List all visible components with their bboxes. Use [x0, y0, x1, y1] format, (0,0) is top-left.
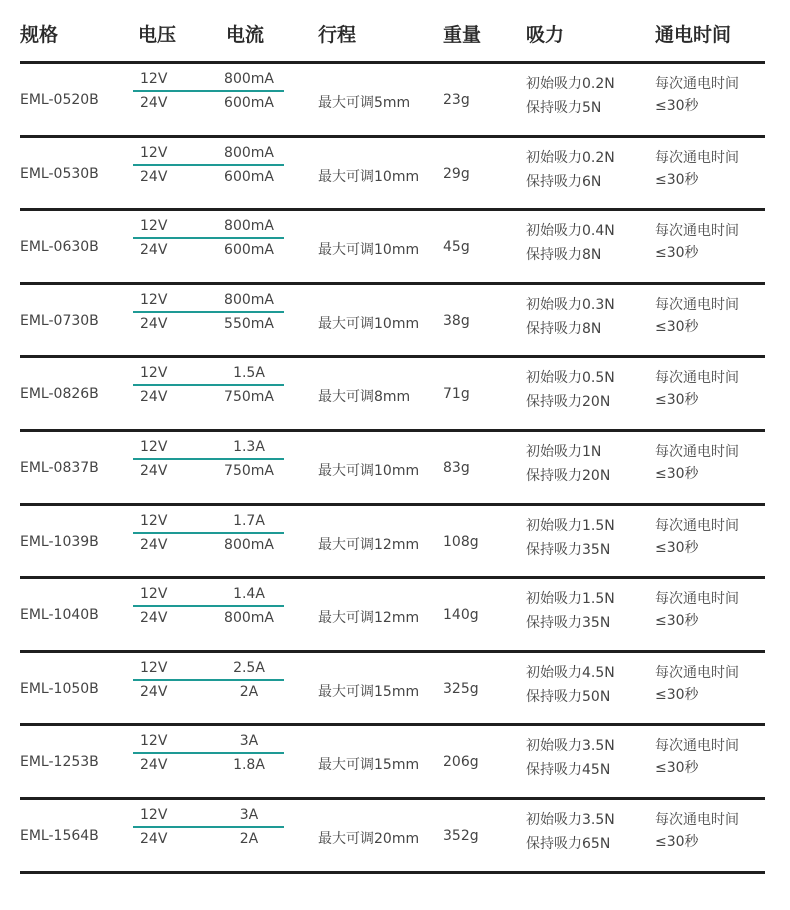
model-cell: EML-1040B: [20, 607, 99, 624]
energize-time-value: ≤30秒: [655, 98, 699, 114]
voltage-12-cell: 12V: [140, 439, 168, 455]
voltage-24-cell: 24V: [140, 683, 168, 700]
stroke-cell: 最大可调10mm: [318, 168, 420, 185]
header-voltage: 电压: [138, 24, 177, 46]
holding-force-cell: 保持吸力35N: [526, 541, 611, 558]
voltage-24-cell: 24V: [140, 757, 168, 774]
current-24-cell: 750mA: [224, 463, 274, 479]
holding-force-cell: 保持吸力45N: [526, 762, 611, 779]
table-row: [0, 653, 790, 727]
table-row: [0, 506, 790, 580]
energize-time-value: ≤30秒: [655, 539, 699, 556]
stroke-cell: 最大可调20mm: [318, 831, 420, 847]
energize-time-label: 每次通电时间: [655, 370, 739, 387]
weight-cell: 45g: [443, 239, 470, 256]
voltage-current-separator: [133, 164, 284, 166]
holding-force-cell: 保持吸力5N: [526, 100, 602, 116]
weight-cell: 38g: [443, 312, 470, 329]
current-24-cell: 800mA: [224, 610, 274, 627]
stroke-cell: 最大可调15mm: [318, 683, 420, 700]
model-cell: EML-0630B: [20, 239, 99, 256]
weight-cell: 71g: [443, 386, 470, 403]
energize-time-value: ≤30秒: [655, 171, 699, 188]
initial-force-cell: 初始吸力0.4N: [526, 223, 615, 240]
header-weight: 重量: [443, 24, 482, 46]
model-cell: EML-1253B: [20, 754, 99, 771]
voltage-24-cell: 24V: [140, 610, 168, 627]
energize-time-label: 每次通电时间: [655, 149, 739, 166]
stroke-cell: 最大可调10mm: [318, 463, 420, 479]
voltage-12-cell: 12V: [140, 586, 168, 603]
initial-force-cell: 初始吸力0.2N: [526, 76, 615, 92]
stroke-cell: 最大可调12mm: [318, 536, 420, 553]
holding-force-cell: 保持吸力65N: [526, 836, 611, 852]
holding-force-cell: 保持吸力6N: [526, 173, 602, 190]
current-12-cell: 1.3A: [233, 439, 265, 455]
energize-time-value: ≤30秒: [655, 686, 699, 703]
energize-time-value: ≤30秒: [655, 760, 699, 777]
weight-cell: 206g: [443, 754, 479, 771]
current-24-cell: 2A: [239, 683, 259, 700]
table-row: [0, 64, 790, 138]
model-cell: EML-0520B: [20, 92, 99, 108]
header-energize-time: 通电时间: [655, 24, 732, 46]
voltage-current-separator: [133, 826, 284, 828]
row-divider: [20, 871, 765, 874]
table-row: [0, 726, 790, 800]
voltage-12-cell: 12V: [140, 659, 168, 676]
weight-cell: 23g: [443, 92, 470, 108]
model-cell: EML-0730B: [20, 312, 99, 329]
holding-force-cell: 保持吸力35N: [526, 615, 611, 632]
table-header: [0, 0, 790, 62]
header-spec: 规格: [20, 24, 59, 46]
table-row: [0, 211, 790, 285]
voltage-current-separator: [133, 532, 284, 534]
current-12-cell: 1.4A: [233, 586, 265, 603]
current-24-cell: 600mA: [224, 95, 274, 111]
voltage-12-cell: 12V: [140, 291, 168, 308]
current-12-cell: 2.5A: [233, 659, 265, 676]
energize-time-value: ≤30秒: [655, 613, 699, 630]
voltage-12-cell: 12V: [140, 807, 168, 823]
voltage-24-cell: 24V: [140, 95, 168, 111]
current-12-cell: 800mA: [224, 218, 274, 235]
model-cell: EML-1050B: [20, 680, 99, 697]
energize-time-label: 每次通电时间: [655, 517, 739, 534]
voltage-current-separator: [133, 384, 284, 386]
stroke-cell: 最大可调5mm: [318, 95, 411, 111]
voltage-12-cell: 12V: [140, 733, 168, 750]
voltage-24-cell: 24V: [140, 463, 168, 479]
voltage-current-separator: [133, 458, 284, 460]
voltage-24-cell: 24V: [140, 831, 168, 847]
current-24-cell: 800mA: [224, 536, 274, 553]
weight-cell: 325g: [443, 680, 479, 697]
voltage-current-separator: [133, 237, 284, 239]
energize-time-label: 每次通电时间: [655, 223, 739, 240]
stroke-cell: 最大可调10mm: [318, 315, 420, 332]
table-row: [0, 800, 790, 874]
energize-time-value: ≤30秒: [655, 834, 699, 850]
initial-force-cell: 初始吸力1.5N: [526, 591, 615, 608]
initial-force-cell: 初始吸力3.5N: [526, 738, 615, 755]
stroke-cell: 最大可调12mm: [318, 610, 420, 627]
model-cell: EML-1039B: [20, 533, 99, 550]
header-stroke: 行程: [318, 24, 357, 46]
voltage-24-cell: 24V: [140, 168, 168, 185]
current-12-cell: 800mA: [224, 291, 274, 308]
energize-time-label: 每次通电时间: [655, 738, 739, 755]
energize-time-value: ≤30秒: [655, 318, 699, 335]
energize-time-value: ≤30秒: [655, 466, 699, 482]
voltage-current-separator: [133, 605, 284, 607]
voltage-12-cell: 12V: [140, 512, 168, 529]
current-24-cell: 750mA: [224, 389, 274, 406]
energize-time-value: ≤30秒: [655, 392, 699, 409]
initial-force-cell: 初始吸力1.5N: [526, 517, 615, 534]
table-row: [0, 358, 790, 432]
voltage-12-cell: 12V: [140, 365, 168, 382]
holding-force-cell: 保持吸力20N: [526, 468, 611, 484]
weight-cell: 140g: [443, 607, 479, 624]
weight-cell: 352g: [443, 828, 479, 844]
holding-force-cell: 保持吸力8N: [526, 247, 602, 264]
holding-force-cell: 保持吸力20N: [526, 394, 611, 411]
current-12-cell: 800mA: [224, 71, 274, 87]
voltage-current-separator: [133, 311, 284, 313]
header-force: 吸力: [526, 24, 565, 46]
energize-time-label: 每次通电时间: [655, 812, 739, 828]
voltage-current-separator: [133, 752, 284, 754]
energize-time-label: 每次通电时间: [655, 444, 739, 460]
voltage-24-cell: 24V: [140, 242, 168, 259]
initial-force-cell: 初始吸力0.5N: [526, 370, 615, 387]
initial-force-cell: 初始吸力3.5N: [526, 812, 615, 828]
voltage-12-cell: 12V: [140, 218, 168, 235]
weight-cell: 29g: [443, 165, 470, 182]
model-cell: EML-0826B: [20, 386, 99, 403]
initial-force-cell: 初始吸力0.2N: [526, 149, 615, 166]
current-24-cell: 600mA: [224, 168, 274, 185]
voltage-24-cell: 24V: [140, 389, 168, 406]
energize-time-label: 每次通电时间: [655, 591, 739, 608]
current-24-cell: 2A: [239, 831, 259, 847]
voltage-current-separator: [133, 679, 284, 681]
stroke-cell: 最大可调8mm: [318, 389, 411, 406]
voltage-24-cell: 24V: [140, 315, 168, 332]
table-row: [0, 138, 790, 212]
model-cell: EML-0837B: [20, 460, 99, 476]
holding-force-cell: 保持吸力8N: [526, 320, 602, 337]
current-12-cell: 3A: [239, 733, 259, 750]
model-cell: EML-0530B: [20, 165, 99, 182]
stroke-cell: 最大可调10mm: [318, 242, 420, 259]
energize-time-value: ≤30秒: [655, 245, 699, 262]
holding-force-cell: 保持吸力50N: [526, 688, 611, 705]
current-12-cell: 1.7A: [233, 512, 265, 529]
current-24-cell: 550mA: [224, 315, 274, 332]
current-24-cell: 600mA: [224, 242, 274, 259]
table-row: [0, 432, 790, 506]
initial-force-cell: 初始吸力0.3N: [526, 296, 615, 313]
voltage-current-separator: [133, 90, 284, 92]
current-12-cell: 3A: [239, 807, 259, 823]
header-current: 电流: [226, 24, 265, 46]
voltage-24-cell: 24V: [140, 536, 168, 553]
weight-cell: 108g: [443, 533, 479, 550]
table-row: [0, 285, 790, 359]
table-row: [0, 579, 790, 653]
initial-force-cell: 初始吸力1N: [526, 444, 602, 460]
weight-cell: 83g: [443, 460, 470, 476]
voltage-12-cell: 12V: [140, 71, 168, 87]
stroke-cell: 最大可调15mm: [318, 757, 420, 774]
initial-force-cell: 初始吸力4.5N: [526, 664, 615, 681]
voltage-12-cell: 12V: [140, 144, 168, 161]
current-24-cell: 1.8A: [233, 757, 265, 774]
current-12-cell: 800mA: [224, 144, 274, 161]
current-12-cell: 1.5A: [233, 365, 265, 382]
model-cell: EML-1564B: [20, 828, 99, 844]
energize-time-label: 每次通电时间: [655, 76, 739, 92]
energize-time-label: 每次通电时间: [655, 296, 739, 313]
energize-time-label: 每次通电时间: [655, 664, 739, 681]
